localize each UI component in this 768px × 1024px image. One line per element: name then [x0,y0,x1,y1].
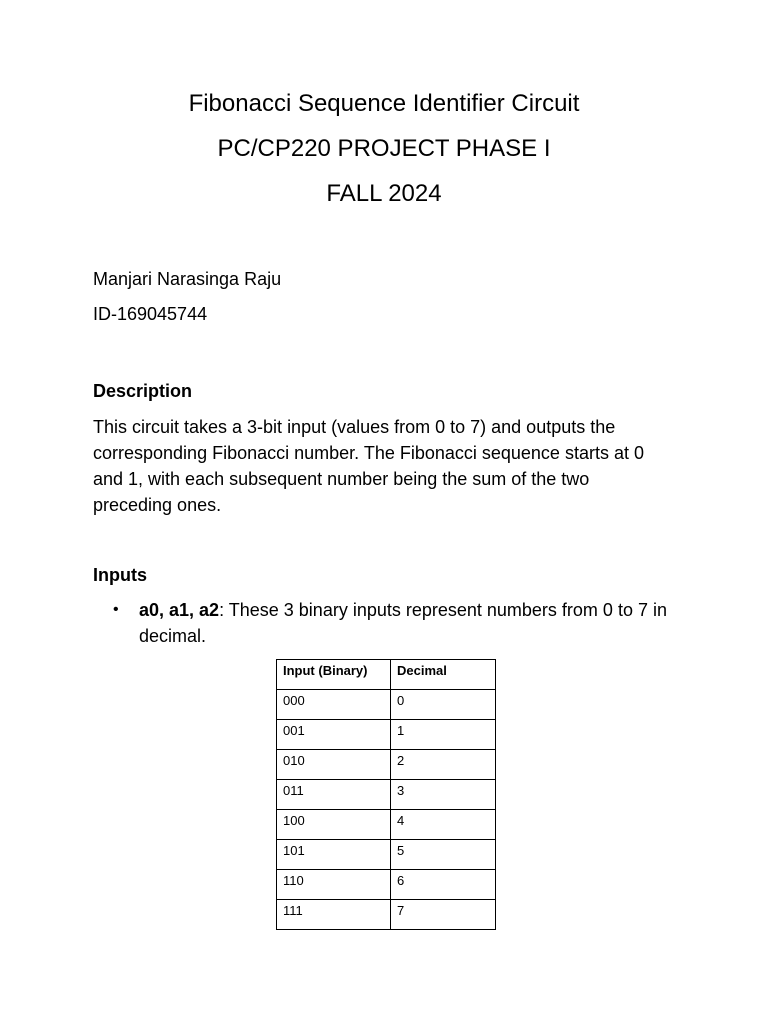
table-row [277,750,496,780]
description-heading: Description [93,381,193,401]
table-cell: 3 [391,780,496,810]
table-header-row [277,660,496,690]
table-row [277,900,496,930]
table-row [277,840,496,870]
table-cell: 111 [277,900,391,930]
table-cell: 000 [277,690,391,720]
inputs-bullet-item [139,597,684,649]
table-cell: 5 [391,840,496,870]
table-header-cell: Decimal [391,660,496,690]
document-title: Fibonacci Sequence Identifier Circuit [188,90,580,117]
table-row [277,870,496,900]
table-cell: 7 [391,900,496,930]
table-cell: 110 [277,870,391,900]
inputs-bullet-bold: a0, a1, a2 [139,600,220,620]
course-line: PC/CP220 PROJECT PHASE I [217,135,551,162]
table-cell: 4 [391,810,496,840]
table-row [277,810,496,840]
table-cell: 1 [391,720,496,750]
table-cell: 100 [277,810,391,840]
student-id: ID-169045744 [93,304,208,324]
inputs-bullet-text: : These 3 binary inputs represent numbers from 0 to 7 in decimal. [139,600,667,646]
inputs-heading: Inputs [93,565,147,585]
bullet-marker: • [113,601,119,618]
author-name: Manjari Narasinga Raju [93,269,282,289]
description-body: This circuit takes a 3-bit input (values from 0 to 7) and outputs the corresponding Fibonacci number. The Fibonacci sequence starts at 0 and 1, with each subsequent number being the sum of the two preceding ones. [93,417,644,515]
binary-decimal-table [276,659,496,930]
table-cell: 010 [277,750,391,780]
table-cell: 001 [277,720,391,750]
table-cell: 0 [391,690,496,720]
table-cell: 101 [277,840,391,870]
table-cell: 6 [391,870,496,900]
table-cell: 2 [391,750,496,780]
term-line: FALL 2024 [326,180,442,207]
table-row [277,690,496,720]
table-header-cell: Input (Binary) [277,660,391,690]
table-row [277,720,496,750]
table-row [277,780,496,810]
table-cell: 011 [277,780,391,810]
